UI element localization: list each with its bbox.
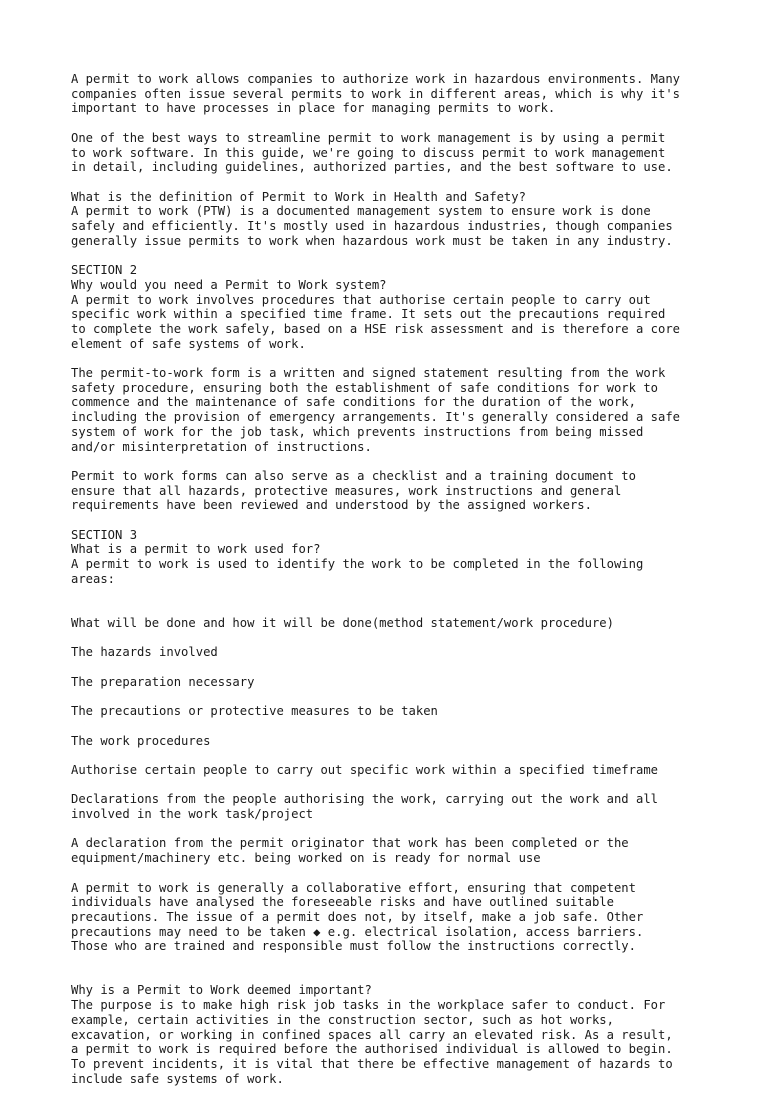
list-item: Declarations from the people authorising the work, carrying out the work and all involved in the work task/project: [71, 792, 658, 822]
definition-heading: What is the definition of Permit to Work in Health and Safety?: [71, 189, 526, 204]
intro-paragraph-1: A permit to work allows companies to authorize work in hazardous environments. Many companies often issue several permits to work in different areas, which is why it's important to have processes in place for managing permits to work.: [71, 72, 681, 116]
list-item: A declaration from the permit originator that work has been completed or the equipment/machinery etc. being worked on is ready for normal use: [71, 836, 629, 866]
importance-body: The purpose is to make high risk job tasks in the workplace safer to conduct. For example, certain activities in the construction sector, such as hot works, excavation, or working in confined spaces all carry an elevated risk. As a result, a permit to work is required before the authorised individual is allowed to begin. To prevent incidents, it is vital that there be effective management of hazards to include safe systems of work.: [71, 998, 673, 1086]
section-2-paragraph-1: A permit to work involves procedures that authorise certain people to carry out specific work within a specified time frame. It sets out the precautions required to complete the work safely, based on a HSE risk assessment and is therefore a core element of safe systems of work.: [71, 292, 681, 351]
list-item: The work procedures: [71, 733, 211, 748]
intro-paragraph-2: One of the best ways to streamline permit to work management is by using a permit to work software. In this guide, we're going to discuss permit to work management in detail, including guidelines, authorized parties, and the best software to use.: [71, 130, 673, 175]
section-3-heading: What is a permit to work used for?: [71, 542, 321, 557]
section-2-heading: Why would you need a Permit to Work system?: [71, 277, 387, 292]
document-page: [71, 72, 711, 1101]
list-item: The preparation necessary: [71, 674, 255, 689]
definition-body: A permit to work (PTW) is a documented management system to ensure work is done safely and efficiently. It's mostly used in hazardous industries, though companies generally issue permits to work when hazardous work must be taken in any industry.: [71, 204, 673, 248]
list-item: A permit to work is generally a collaborative effort, ensuring that competent individuals have analysed the foreseeable risks and have outlined suitable precautions. The issue of a permit does not, by itself, make a job safe. Other precautions may need to be taken ◆ e.g. electrical isolation, access barriers. Those who are trained and responsible must follow the instructions correctly.: [71, 880, 644, 954]
section-3-list: [71, 601, 711, 969]
list-item: The hazards involved: [71, 645, 218, 660]
section-3-label: SECTION 3: [71, 527, 138, 542]
section-2-paragraph-3: Permit to work forms can also serve as a checklist and a training document to ensure that all hazards, protective measures, work instructions and general requirements have been reviewed and understood by the assigned workers.: [71, 468, 636, 513]
importance-heading: Why is a Permit to Work deemed important?: [71, 983, 372, 998]
section-3-intro: A permit to work is used to identify the work to be completed in the following areas:: [71, 557, 644, 586]
section-2-label: SECTION 2: [71, 263, 138, 278]
list-item: Authorise certain people to carry out specific work within a specified timeframe: [71, 762, 658, 777]
section-2-paragraph-2: The permit-to-work form is a written and signed statement resulting from the work safety procedure, ensuring both the establishment of safe conditions for work to commence and the maintenance of safe conditions for the duration of the work, including the provision of emergency arrangements. It's generally considered a safe system of work for the job task, which prevents instructions from being missed and/or misinterpretation of instructions.: [71, 366, 681, 454]
list-item: The precautions or protective measures to be taken: [71, 704, 438, 719]
list-item: What will be done and how it will be done(method statement/work procedure): [71, 615, 614, 630]
